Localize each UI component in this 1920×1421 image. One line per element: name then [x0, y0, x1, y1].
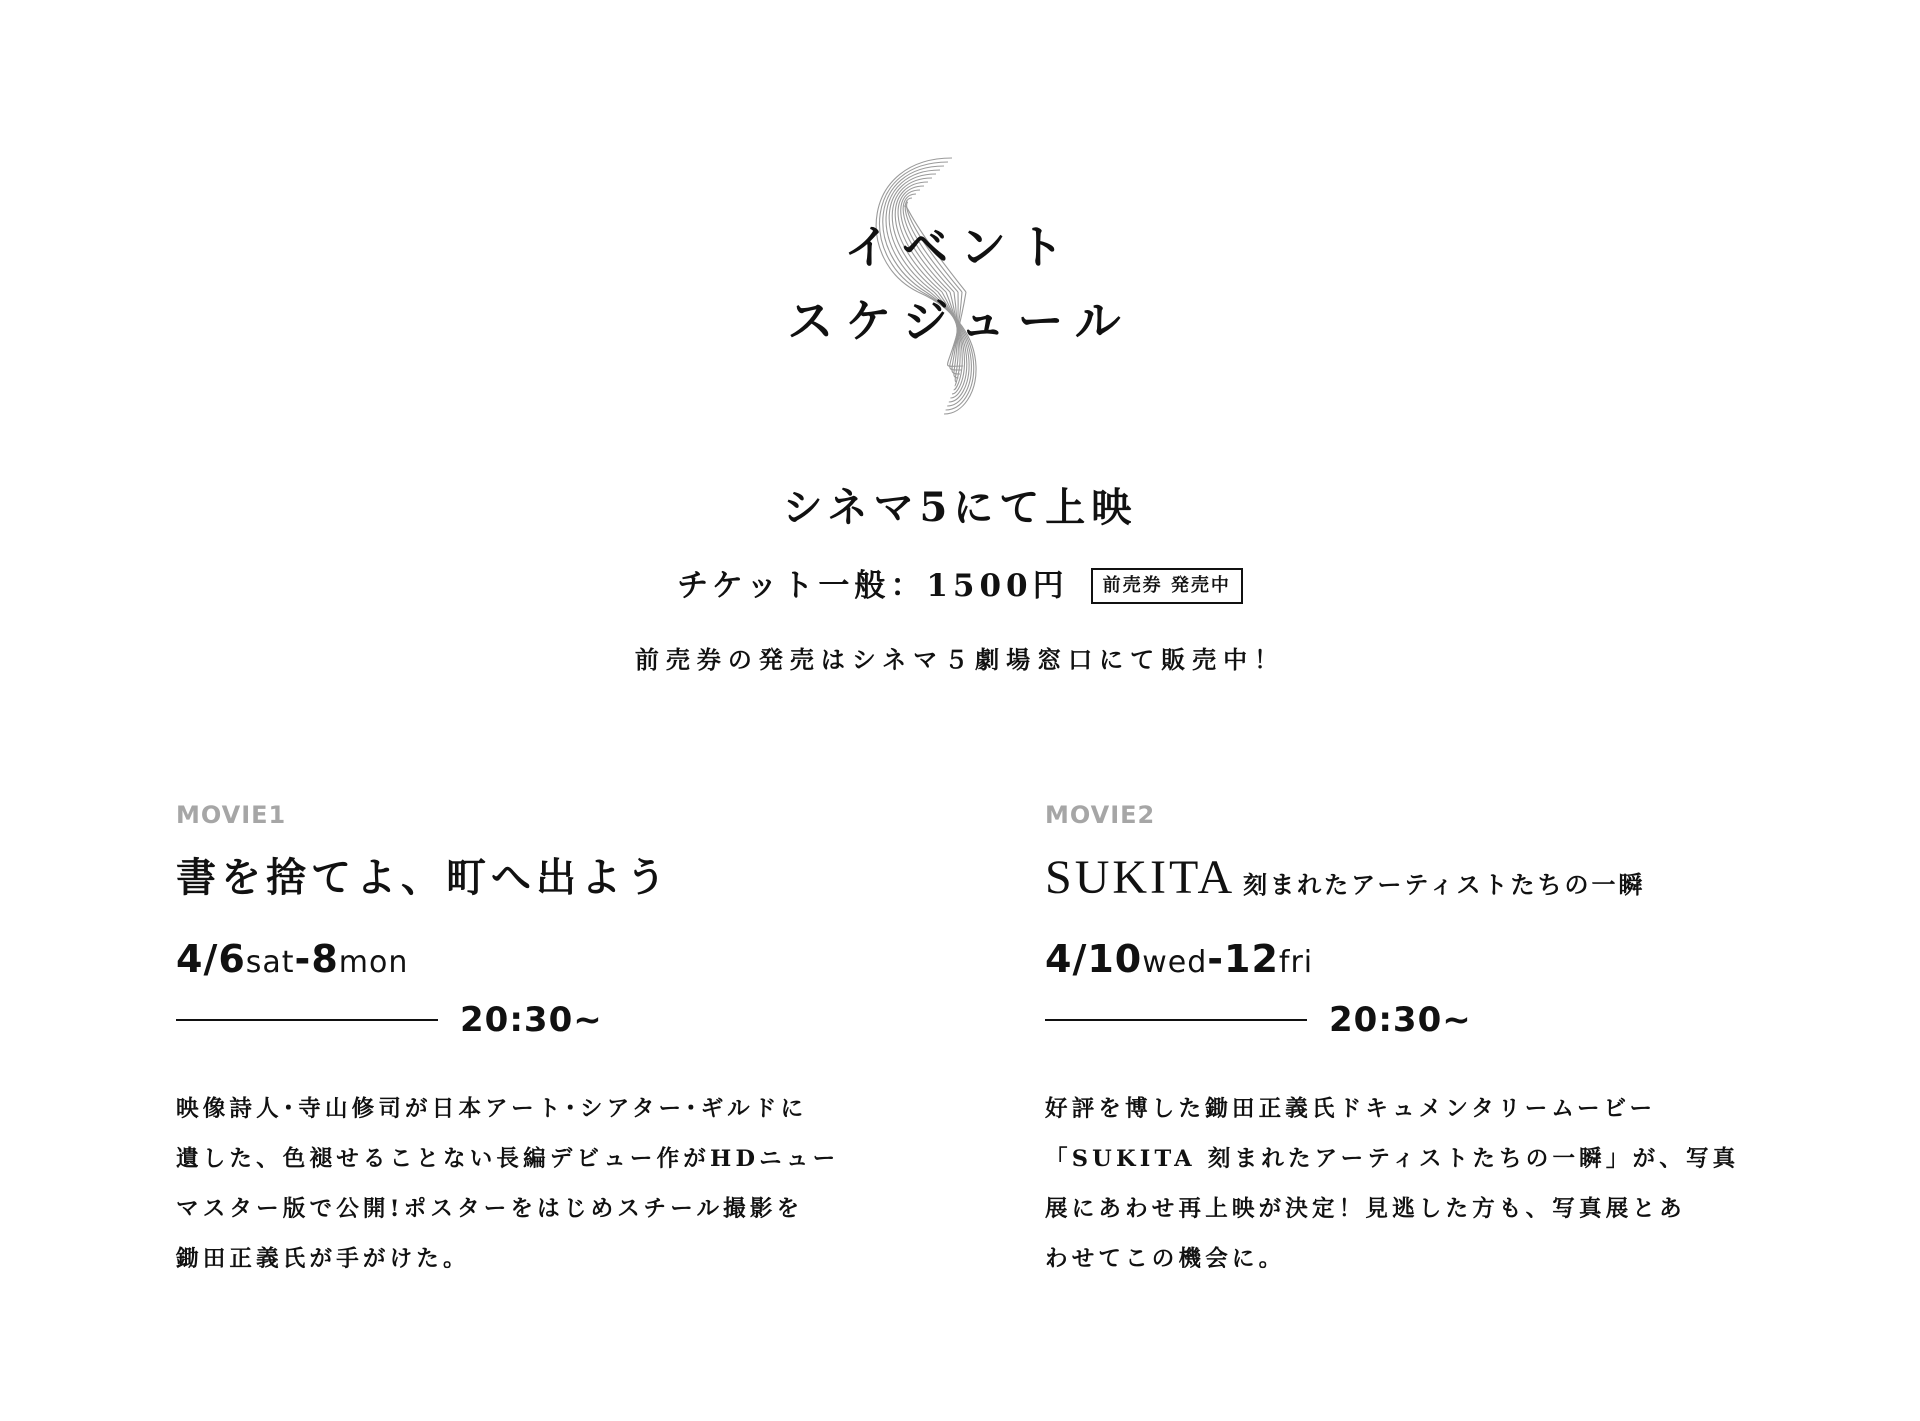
movie-label: MOVIE2 — [1045, 801, 1156, 829]
divider — [1045, 1019, 1307, 1021]
movie-dates — [1045, 934, 1805, 984]
presale-badge: 前売券 発売中 — [1091, 568, 1243, 604]
description-line: 映像詩人･寺山修司が日本アート･シアター･ギルドに — [176, 1096, 808, 1122]
page-title-line-1: イベント — [844, 220, 1076, 274]
date-end-day: -8 — [294, 937, 339, 981]
movie-description — [1045, 1084, 1765, 1284]
showtime — [176, 994, 936, 1046]
movie-label: MOVIE1 — [176, 801, 287, 829]
showtime-text: 20:30~ — [460, 1000, 603, 1040]
page-title-line-2: スケジュール — [787, 294, 1133, 348]
showtime-text: 20:30~ — [1329, 1000, 1472, 1040]
venue-title: シネマ5にて上映 — [782, 484, 1138, 531]
presale-note: 前売券の発売はシネマ５劇場窓口にて販売中！ — [634, 645, 1286, 674]
ticket-info — [0, 564, 1920, 608]
description-line: 展にあわせ再上映が決定！見逃した方も、写真展とあ — [1045, 1196, 1686, 1222]
description-line: 鋤田正義氏が手がけた。 — [176, 1246, 470, 1272]
movie-card-1 — [176, 800, 936, 1284]
date-end-weekday: fri — [1278, 945, 1314, 980]
date-start-day: 4/10 — [1045, 937, 1143, 981]
date-start-day: 4/6 — [176, 937, 246, 981]
date-end-day: -12 — [1207, 937, 1279, 981]
date-start-weekday: sat — [245, 945, 295, 980]
movie-description — [176, 1084, 896, 1284]
showtime — [1045, 994, 1805, 1046]
movie-title — [1045, 848, 1805, 908]
description-line: 遺した、色褪せることない長編デビュー作がHDニュー — [176, 1146, 840, 1172]
movie-title-latin: SUKITA — [1045, 851, 1236, 904]
date-end-weekday: mon — [338, 945, 409, 980]
ticket-price: チケット一般：1500円 — [677, 568, 1069, 604]
description-line: 「SUKITA 刻まれたアーティストたちの一瞬」が、写真 — [1045, 1146, 1740, 1172]
movie-card-2 — [1045, 800, 1805, 1284]
description-line: 好評を博した鋤田正義氏ドキュメンタリームービー — [1045, 1096, 1657, 1122]
page-title — [0, 210, 1920, 358]
movie-dates — [176, 934, 936, 984]
description-line: わせてこの機会に。 — [1045, 1246, 1286, 1272]
movie-title-subtitle: 刻まれたアーティストたちの一瞬 — [1243, 870, 1646, 899]
date-start-weekday: wed — [1142, 945, 1208, 980]
description-line: マスター版で公開!ポスターをはじめスチール撮影を — [176, 1196, 804, 1222]
divider — [176, 1019, 438, 1021]
movie-title: 書を捨てよ、町へ出よう — [176, 854, 671, 901]
